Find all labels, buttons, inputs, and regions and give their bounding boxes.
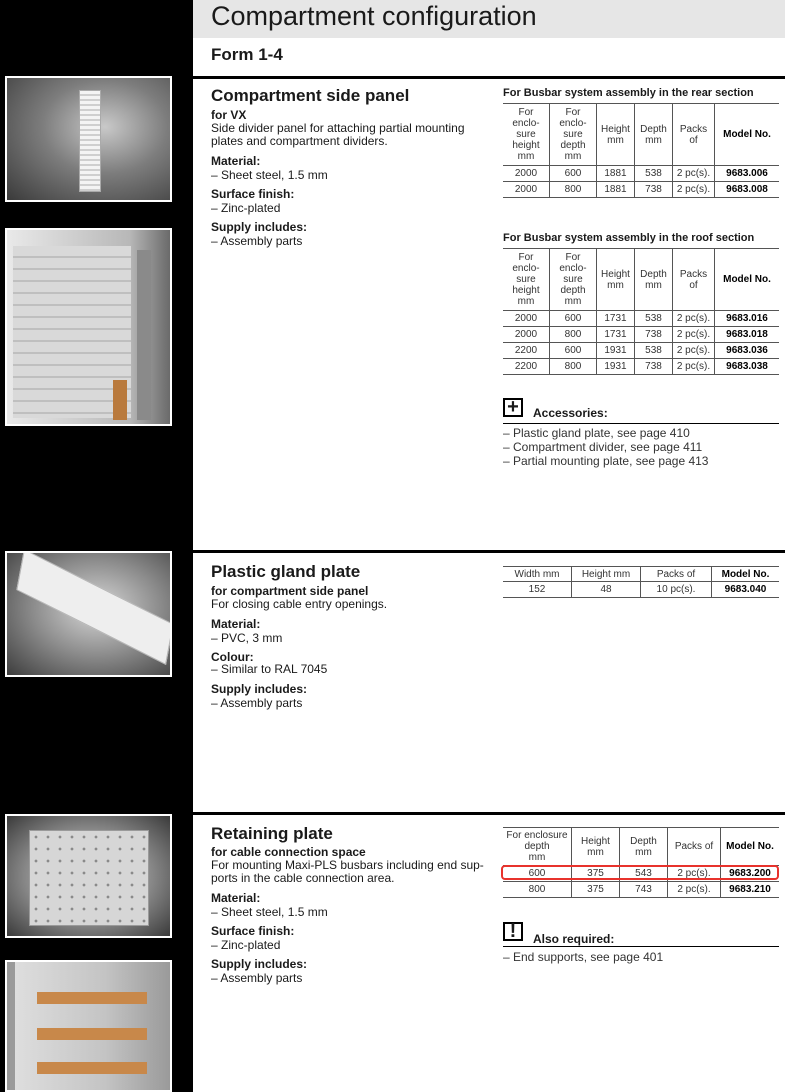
col-header: Model No. [715,249,780,311]
table-cell: 1931 [597,343,635,359]
table-cell: 2000 [503,182,550,198]
table-row [503,311,779,327]
table-cell: 9683.018 [715,327,780,343]
table-cell: 800 [550,182,597,198]
supply-value: – Assembly parts [211,234,303,248]
table-cell: 1881 [597,182,635,198]
col-header: For enclo- sure height mm [503,104,550,166]
gland-table-body [503,582,779,598]
col-header: Model No. [721,828,780,866]
table-row [503,582,779,598]
table-cell: 9683.210 [721,882,780,898]
retaining-plate-photo [5,814,172,938]
exclamation-icon: ! [503,922,523,941]
table-cell: 2200 [503,359,550,375]
gland-spec-table [503,566,779,598]
col-header: Packs of [668,828,721,866]
col-header: Model No. [712,567,780,582]
surface-value: – Zinc-plated [211,201,281,215]
gland-plate-photo [5,551,172,677]
table-cell: 2 pc(s). [673,166,715,182]
colour-value: – Similar to RAL 7045 [211,662,328,676]
supply-value: – Assembly parts [211,696,303,710]
side-panel-photo [5,76,172,202]
table-cell: 2 pc(s). [673,311,715,327]
table-cell: 152 [503,582,572,598]
table-cell: 738 [635,327,673,343]
roof-table-caption: For Busbar system assembly in the roof section [503,232,755,244]
table-cell: 10 pc(s). [641,582,712,598]
col-header: Packs of [673,104,715,166]
product-subtitle: for VX [211,108,247,122]
product-subtitle: for compartment side panel [211,584,369,598]
material-value: – Sheet steel, 1.5 mm [211,168,328,182]
rear-spec-table [503,103,779,198]
col-header: Depth mm [620,828,668,866]
col-header: Depth mm [635,104,673,166]
table-row [503,343,779,359]
table-cell: 738 [635,182,673,198]
table-cell: 375 [572,882,620,898]
supply-label: Supply includes: [211,682,308,696]
product-title: Compartment side panel [211,86,410,105]
table-cell: 2 pc(s). [668,882,721,898]
table-cell: 538 [635,343,673,359]
table-row [503,327,779,343]
table-row [503,359,779,375]
enclosure-photo [5,228,172,426]
table-cell: 2200 [503,343,550,359]
table-cell: 538 [635,166,673,182]
table-cell: 9683.036 [715,343,780,359]
table-cell: 9683.006 [715,166,780,182]
supply-label: Supply includes: [211,957,308,971]
table-cell: 800 [550,359,597,375]
supply-value: – Assembly parts [211,971,303,985]
table-cell: 600 [550,311,597,327]
also-required-title: Also required: [533,932,615,946]
table-cell: 9683.038 [715,359,780,375]
section-divider [193,76,785,79]
table-cell: 9683.008 [715,182,780,198]
col-header: For enclo- sure height mm [503,249,550,311]
table-cell: 600 [550,343,597,359]
material-label: Material: [211,891,261,905]
col-header: Depth mm [635,249,673,311]
col-header: Packs of [673,249,715,311]
col-header: Height mm [597,249,635,311]
col-header: For enclo- sure depth mm [550,104,597,166]
col-header: Width mm [503,567,572,582]
table-cell: 743 [620,882,668,898]
supply-label: Supply includes: [211,220,308,234]
table-cell: 800 [503,882,572,898]
col-header: Height mm [597,104,635,166]
retaining-spec-table [503,827,779,898]
table-cell: 738 [635,359,673,375]
material-label: Material: [211,617,261,631]
table-cell: 9683.016 [715,311,780,327]
product-description: For closing cable entry openings. [211,597,388,611]
surface-label: Surface finish: [211,924,295,938]
accessory-item[interactable]: – Plastic gland plate, see page 410 [503,426,690,440]
form-label: Form 1-4 [211,45,283,64]
accessories-rule [503,423,779,424]
col-header: Height mm [572,828,620,866]
table-cell: 2 pc(s). [673,327,715,343]
col-header: For enclosure depth mm [503,828,572,866]
table-row [503,166,779,182]
table-cell: 1731 [597,327,635,343]
table-cell: 2000 [503,166,550,182]
table-cell: 600 [550,166,597,182]
table-cell: 1881 [597,166,635,182]
table-cell: 2000 [503,311,550,327]
table-cell: 2 pc(s). [673,343,715,359]
section-divider [193,812,785,815]
plus-icon: + [503,398,523,417]
surface-label: Surface finish: [211,187,295,201]
section-divider [193,550,785,553]
product-description: Side divider panel for attaching partial mounting plates and compartment dividers. [211,121,465,148]
col-header: Packs of [641,567,712,582]
material-value: – PVC, 3 mm [211,631,283,645]
table-cell: 1731 [597,311,635,327]
table-cell: 375 [572,866,620,882]
table-cell: 2 pc(s). [673,182,715,198]
table-cell: 543 [620,866,668,882]
required-item[interactable]: – End supports, see page 401 [503,950,664,964]
accessory-item[interactable]: – Partial mounting plate, see page 413 [503,454,709,468]
page-title: Compartment configuration [211,1,537,31]
table-cell: 1931 [597,359,635,375]
table-cell: 9683.040 [712,582,780,598]
table-cell: 600 [503,866,572,882]
rear-table-body [503,166,779,198]
table-cell: 2000 [503,327,550,343]
also-required-rule [503,946,779,947]
accessory-item[interactable]: – Compartment divider, see page 411 [503,440,703,454]
product-subtitle: for cable connection space [211,845,366,859]
col-header: For enclo- sure depth mm [550,249,597,311]
col-header: Height mm [572,567,641,582]
table-cell: 9683.200 [721,866,780,882]
busbar-photo [5,960,172,1092]
roof-table-body [503,311,779,375]
accessories-title: Accessories: [533,406,608,420]
table-row [503,182,779,198]
table-row [503,882,779,898]
highlighted-row-outline [501,865,779,880]
product-description: For mounting Maxi-PLS busbars including end sup- ports in the cable connection area. [211,858,484,885]
page-header [193,0,785,38]
product-title: Retaining plate [211,824,333,843]
material-value: – Sheet steel, 1.5 mm [211,905,328,919]
colour-label: Colour: [211,650,254,664]
col-header: Model No. [715,104,780,166]
material-label: Material: [211,154,261,168]
surface-value: – Zinc-plated [211,938,281,952]
product-title: Plastic gland plate [211,562,361,581]
roof-spec-table [503,248,779,375]
table-cell: 2 pc(s). [668,866,721,882]
table-cell: 2 pc(s). [673,359,715,375]
table-cell: 800 [550,327,597,343]
sidebar [0,0,193,1092]
table-cell: 538 [635,311,673,327]
rear-table-caption: For Busbar system assembly in the rear section [503,87,754,99]
table-cell: 48 [572,582,641,598]
